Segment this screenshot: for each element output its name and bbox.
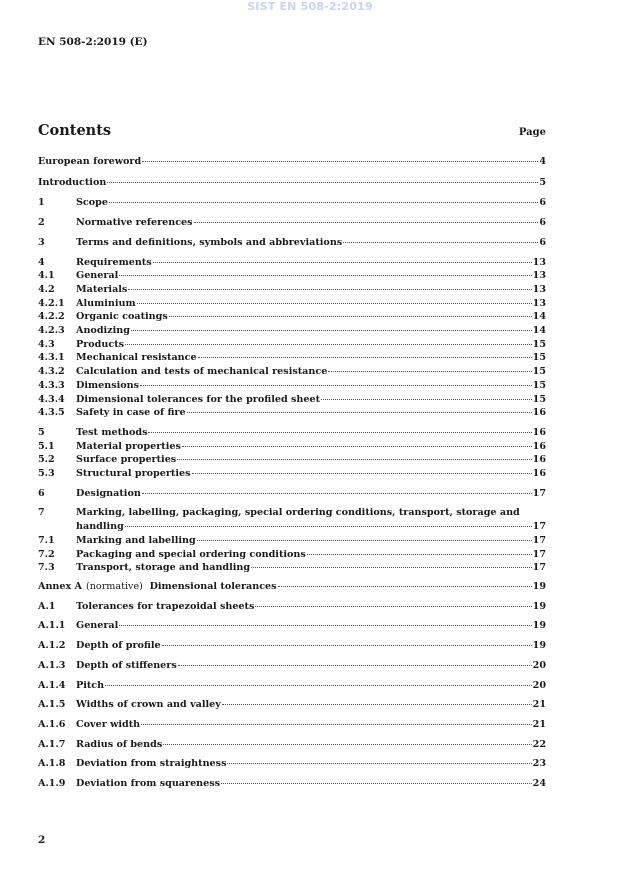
toc-entry-title-text: Packaging and special ordering conditions [76, 548, 306, 560]
dot-leader [197, 540, 532, 541]
toc-entry-title-text: Deviation from squareness [76, 778, 221, 790]
toc-entry[interactable] [38, 365, 546, 379]
dot-leader [125, 344, 532, 345]
page-number: 2 [38, 834, 46, 846]
dot-leader [222, 704, 532, 705]
toc-entry-title-text: Safety in case of fire [76, 407, 186, 419]
toc-entry[interactable] [38, 440, 546, 454]
toc-entry[interactable] [38, 393, 546, 407]
toc-entry-number: 4.3.4 [38, 393, 65, 405]
toc-entry-title [76, 757, 226, 771]
toc-entry[interactable] [38, 196, 546, 210]
dot-leader [140, 385, 532, 386]
toc-entry-page: 16 [532, 454, 546, 466]
toc-entry-number: 4.2.1 [38, 297, 65, 309]
dot-leader [227, 763, 531, 764]
toc-entry-title-text: Aluminium [76, 297, 136, 309]
table-of-contents [38, 155, 546, 791]
dot-leader [177, 459, 531, 460]
toc-entry-page: 17 [532, 487, 546, 499]
toc-entry-title-text: Transport, storage and handling [76, 562, 251, 574]
toc-entry-number: European foreword [38, 156, 142, 167]
toc-entry-title [76, 718, 140, 732]
toc-entry-page: 21 [532, 699, 546, 711]
toc-entry-title [76, 216, 193, 230]
toc-entry[interactable] [38, 679, 546, 693]
dot-leader [119, 625, 531, 626]
toc-entry[interactable] [38, 176, 546, 190]
dot-leader [343, 242, 538, 243]
toc-entry-number: A.1 [38, 600, 56, 612]
document-id: EN 508-2:2019 (E) [38, 36, 148, 48]
toc-entry-page: 16 [532, 468, 546, 480]
toc-entry-title [76, 406, 186, 420]
dot-leader [187, 412, 532, 413]
toc-entry-title [76, 269, 118, 283]
toc-entry-number: 4.2.2 [38, 311, 65, 323]
toc-entry-title-text: Marking and labelling [76, 534, 196, 546]
toc-entry-title-text: General [76, 270, 119, 282]
toc-entry-title-text: Depth of profile [76, 640, 161, 652]
toc-entry-page: 15 [532, 366, 546, 378]
dot-leader [142, 493, 532, 494]
toc-entry-page: 21 [532, 718, 546, 730]
toc-entry-title [76, 283, 127, 297]
toc-entry-page: 16 [532, 426, 546, 438]
toc-entry-number: A.1.6 [38, 718, 66, 730]
toc-entry-number: 7.3 [38, 562, 55, 574]
toc-entry-number: 5.1 [38, 440, 55, 452]
dot-leader [178, 665, 532, 666]
toc-entry-title-text: Dimensions [76, 379, 140, 391]
toc-entry-title [76, 659, 177, 673]
toc-entry-title-text: Mechanical resistance [76, 352, 197, 364]
toc-entry-page: 19 [532, 600, 546, 612]
toc-entry-title-text: Dimensional tolerances for the profiled sheet [76, 393, 321, 405]
toc-entry-title-text: Products [76, 338, 125, 350]
toc-entry-title [76, 487, 141, 501]
toc-entry-title: Marking, labelling, packaging, special ordering conditions, transport, storage and [76, 507, 520, 519]
toc-entry-page: 13 [532, 270, 546, 282]
toc-entry-title-text: Tolerances for trapezoidal sheets [76, 600, 255, 612]
toc-entry-number: 5.2 [38, 454, 55, 466]
toc-entry-line [38, 506, 546, 520]
toc-entry-title-text: Pitch [76, 679, 105, 691]
toc-entry[interactable] [38, 426, 546, 440]
toc-entry[interactable] [38, 310, 546, 324]
toc-entry-page: 13 [532, 283, 546, 295]
dot-leader [162, 645, 532, 646]
toc-entry-number: 4.3.1 [38, 352, 65, 364]
toc-entry-title [76, 467, 191, 481]
dot-leader [137, 303, 532, 304]
toc-entry[interactable] [38, 561, 546, 575]
toc-entry-title-text: Requirements [76, 256, 152, 268]
toc-entry-title [76, 698, 221, 712]
toc-entry-number: 4.3.3 [38, 379, 65, 391]
contents-heading [38, 122, 546, 139]
dot-leader [221, 783, 532, 784]
dot-leader [194, 222, 539, 223]
dot-leader [198, 357, 532, 358]
toc-entry-title-text: Terms and definitions, symbols and abbreviations [76, 236, 343, 248]
toc-entry-page: 15 [532, 352, 546, 364]
toc-entry-title-text: Normative references [76, 217, 193, 229]
toc-entry-title [76, 738, 162, 752]
toc-entry-page: 6 [539, 197, 546, 209]
toc-entry-page: 17 [532, 521, 546, 533]
toc-entry-title [76, 679, 104, 693]
toc-entry-title [76, 324, 130, 338]
toc-entry-title [76, 256, 152, 270]
toc-entry-number: 4.3.5 [38, 407, 65, 419]
toc-entry-line [38, 520, 546, 534]
toc-entry-page: 20 [532, 659, 546, 671]
toc-entry[interactable] [38, 283, 546, 297]
toc-entry-page: 22 [532, 738, 546, 750]
dot-leader [125, 526, 532, 527]
toc-entry[interactable] [38, 639, 546, 653]
dot-leader [142, 161, 538, 162]
toc-entry[interactable] [38, 236, 546, 250]
toc-entry-page: 13 [532, 256, 546, 268]
toc-entry[interactable] [38, 738, 546, 752]
toc-entry-title-text: Cover width [76, 718, 141, 730]
toc-entry-title [76, 561, 250, 575]
toc-entry[interactable] [38, 580, 546, 594]
toc-entry-page: 4 [539, 156, 546, 167]
toc-entry-title [76, 440, 181, 454]
dot-leader [182, 446, 532, 447]
toc-entry-number: A.1.8 [38, 758, 66, 770]
toc-entry-number: 7 [38, 507, 45, 519]
dot-leader [148, 432, 531, 433]
toc-entry-page: 16 [532, 440, 546, 452]
toc-entry-title [76, 600, 254, 614]
toc-entry-page: 23 [532, 758, 546, 770]
toc-entry-title-text: Deviation from straightness [76, 758, 227, 770]
toc-entry-title [76, 426, 147, 440]
toc-entry[interactable] [38, 453, 546, 467]
toc-entry-number: 4.2.3 [38, 325, 65, 337]
toc-entry-page: 13 [532, 297, 546, 309]
toc-entry-page: 17 [532, 534, 546, 546]
toc-entry-page: 20 [532, 679, 546, 691]
toc-entry-title [76, 548, 306, 562]
toc-entry-number: 5 [38, 426, 45, 438]
toc-entry-title [76, 619, 118, 633]
toc-entry-page: 5 [539, 176, 546, 188]
annex-type: (normative) [86, 580, 143, 592]
toc-entry-title-text: Surface properties [76, 454, 177, 466]
toc-entry-number: 6 [38, 487, 45, 499]
toc-entry-number: A.1.9 [38, 778, 66, 790]
dot-leader [251, 567, 532, 568]
dot-leader [169, 316, 532, 317]
toc-entry-number: 4.2 [38, 283, 55, 295]
toc-entry-page: 24 [532, 778, 546, 790]
toc-entry-page: 19 [532, 580, 546, 592]
toc-entry-number: 1 [38, 197, 45, 209]
toc-entry[interactable] [38, 619, 546, 633]
dot-leader [278, 586, 532, 587]
toc-entry[interactable] [38, 467, 546, 481]
toc-entry-title-text: Material properties [76, 440, 181, 452]
dot-leader [128, 289, 531, 290]
toc-entry[interactable] [38, 718, 546, 732]
toc-entry[interactable] [38, 338, 546, 352]
dot-leader [119, 275, 531, 276]
dot-leader [105, 685, 532, 686]
toc-entry-title [76, 365, 327, 379]
toc-entry-title [76, 777, 220, 791]
toc-entry-page: 17 [532, 548, 546, 560]
toc-entry-title-text: General [76, 620, 119, 632]
toc-entry-page: 14 [532, 311, 546, 323]
toc-entry-number: 3 [38, 236, 45, 248]
toc-entry-title [76, 379, 139, 393]
dot-leader [321, 399, 532, 400]
toc-entry-number: 5.3 [38, 468, 55, 480]
toc-entry-page: 15 [532, 338, 546, 350]
toc-entry-page: 17 [532, 562, 546, 574]
toc-entry-number: 7.2 [38, 548, 55, 560]
toc-entry-page: 14 [532, 325, 546, 337]
toc-entry[interactable] [38, 506, 546, 533]
dot-leader [109, 202, 538, 203]
toc-entry-title [76, 351, 197, 365]
toc-entry[interactable] [38, 216, 546, 230]
toc-entry[interactable] [38, 406, 546, 420]
toc-entry-title [76, 297, 136, 311]
toc-entry[interactable] [38, 534, 546, 548]
toc-entry-title-text: Widths of crown and valley [76, 699, 221, 711]
toc-entry[interactable] [38, 600, 546, 614]
toc-entry-title [76, 393, 320, 407]
toc-entry-title-text: Structural properties [76, 468, 191, 480]
toc-entry-title-text: Anodizing [76, 325, 130, 337]
page-column-label: Page [518, 127, 546, 138]
toc-entry-number: 2 [38, 217, 45, 229]
toc-entry-title [76, 534, 196, 548]
toc-entry[interactable] [38, 548, 546, 562]
toc-entry-title [76, 310, 168, 324]
dot-leader [307, 554, 532, 555]
toc-entry-title-text: Materials [76, 283, 128, 295]
toc-entry[interactable] [38, 379, 546, 393]
toc-entry-page: 19 [532, 620, 546, 632]
toc-entry[interactable] [38, 155, 546, 169]
toc-entry-title [76, 639, 161, 653]
toc-entry-number: A.1.1 [38, 620, 66, 632]
dot-leader [131, 330, 532, 331]
watermark: SIST EN 508-2:2019 [247, 0, 373, 13]
toc-entry[interactable] [38, 777, 546, 791]
toc-entry-number: A.1.5 [38, 699, 66, 711]
toc-entry[interactable] [38, 324, 546, 338]
toc-entry-number: Introduction [38, 176, 107, 188]
toc-entry-title-text: Test methods [76, 426, 148, 438]
toc-entry[interactable] [38, 757, 546, 771]
toc-entry-page: 6 [539, 217, 546, 229]
dot-leader [163, 744, 531, 745]
toc-entry[interactable] [38, 698, 546, 712]
toc-entry-number: 4.3 [38, 338, 55, 350]
toc-entry-page: 16 [532, 407, 546, 419]
toc-entry-number: 4.3.2 [38, 366, 65, 378]
toc-entry[interactable] [38, 256, 546, 270]
toc-entry-number: 7.1 [38, 534, 55, 546]
toc-entry-number: Annex A [38, 580, 83, 592]
contents-title: Contents [38, 122, 112, 139]
toc-entry-title [76, 196, 108, 210]
toc-entry[interactable] [38, 487, 546, 501]
toc-entry-number: A.1.4 [38, 679, 66, 691]
dot-leader [328, 371, 531, 372]
toc-entry-title [76, 453, 176, 467]
toc-entry-number: A.1.7 [38, 738, 66, 750]
toc-entry-number: 4 [38, 256, 45, 268]
toc-entry-title-text: Scope [76, 197, 108, 209]
dot-leader [192, 473, 532, 474]
toc-entry-number: 4.1 [38, 270, 55, 282]
toc-entry-title-text: Dimensional tolerances [149, 580, 277, 592]
toc-entry[interactable] [38, 659, 546, 673]
toc-entry[interactable] [38, 269, 546, 283]
toc-entry-title-continued: handling [76, 521, 124, 533]
toc-entry[interactable] [38, 351, 546, 365]
dot-leader [153, 262, 532, 263]
toc-entry-title-text: Calculation and tests of mechanical resistance [76, 366, 328, 378]
toc-entry-page: 19 [532, 640, 546, 652]
dot-leader [255, 606, 531, 607]
toc-entry-title-text: Depth of stiffeners [76, 659, 177, 671]
dot-leader [141, 724, 532, 725]
toc-entry-number: A.1.2 [38, 640, 66, 652]
toc-entry-title [86, 580, 277, 594]
toc-entry-page: 15 [532, 393, 546, 405]
toc-entry-title [76, 338, 124, 352]
toc-entry[interactable] [38, 297, 546, 311]
toc-entry-title-text: Organic coatings [76, 311, 168, 323]
toc-entry-page: 6 [539, 236, 546, 248]
toc-entry-page: 15 [532, 379, 546, 391]
toc-entry-title-text: Designation [76, 487, 141, 499]
toc-entry-number: A.1.3 [38, 659, 66, 671]
dot-leader [107, 182, 538, 183]
toc-entry-title [76, 236, 342, 250]
toc-entry-title-text: Radius of bends [76, 738, 163, 750]
